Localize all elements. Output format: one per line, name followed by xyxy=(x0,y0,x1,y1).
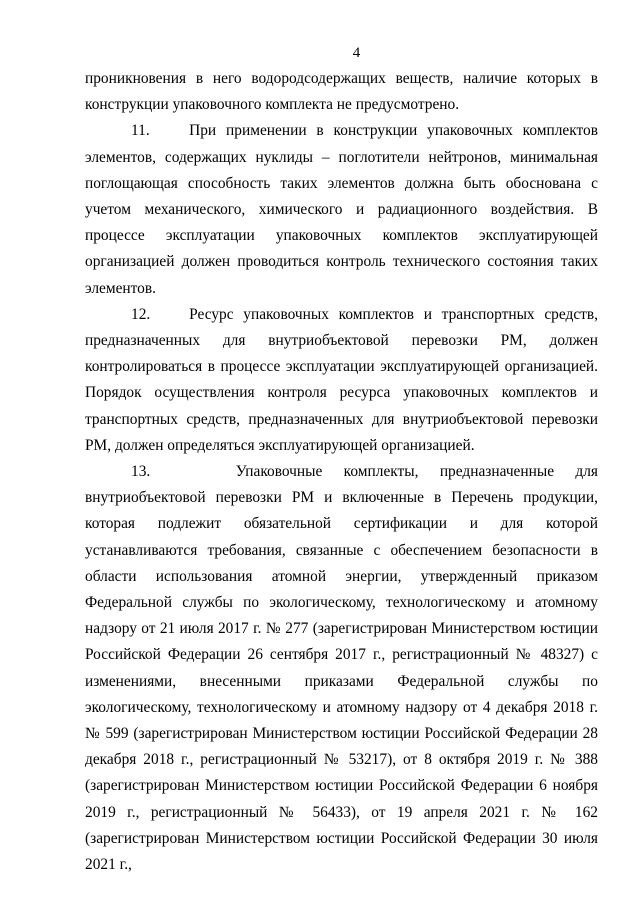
paragraph-item-12: 12. Ресурс упаковочных комплектов и транспортных средств, предназначенных для внутриобъектовой перевозки РМ, должен контролироваться в процессе эксплуатации эксплуатирующей организацией. Порядок осуществления контроля ресурса упаковочных комплектов и транспортных средств, предназначенных для внутриобъектовой перевозки РМ, должен определяться эксплуатирующей организацией. xyxy=(85,305,598,454)
paragraph-item-13: 13. Упаковочные комплекты, предназначенные для внутриобъектовой перевозки РМ и включенные в Перечень продукции, которая подлежит обязательной сертификации и для которой устанавливаются требования, связанные с обеспечением безопасности в области использования атомной энергии, утвержденный приказом Федеральной службы по экологическому, технологическому и атомному надзору от 21 июля 2017 г. № 277 (зарегистрирован Министерством юстиции Российской Федерации 26 сентября 2017 г., регистрационный № 48327) с изменениями, внесенными приказами Федеральной службы по экологическому, технологическому и атомному надзору от 4 декабря 2018 г. № 599 (зарегистрирован Министерством юстиции Российской Федерации 28 декабря 2018 г., регистрационный № 53217), от 8 октября 2019 г. № 388 (зарегистрирован Министерством юстиции Российской Федерации 6 ноября 2019 г., регистрационный № 56433), от 19 апреля 2021 г. № 162 (зарегистрирован Министерством юстиции Российской Федерации 30 июля 2021 г., xyxy=(85,463,598,874)
page-number: 4 xyxy=(352,45,361,61)
paragraph-item-11: 11. При применении в конструкции упаковочных комплектов элементов, содержащих нуклиды – поглотители нейтронов, минимальная поглощающая способность таких элементов должна быть обоснована с учетом механического, химического и радиационного воздействия. В процессе эксплуатации упаковочных комплектов эксплуатирующей организацией должен проводиться контроль технического состояния таких элементов. xyxy=(85,122,598,297)
paragraph-continuation: проникновения в него водородсодержащих веществ, наличие которых в конструкции упаковочного комплекта не предусмотрено. xyxy=(85,70,598,114)
